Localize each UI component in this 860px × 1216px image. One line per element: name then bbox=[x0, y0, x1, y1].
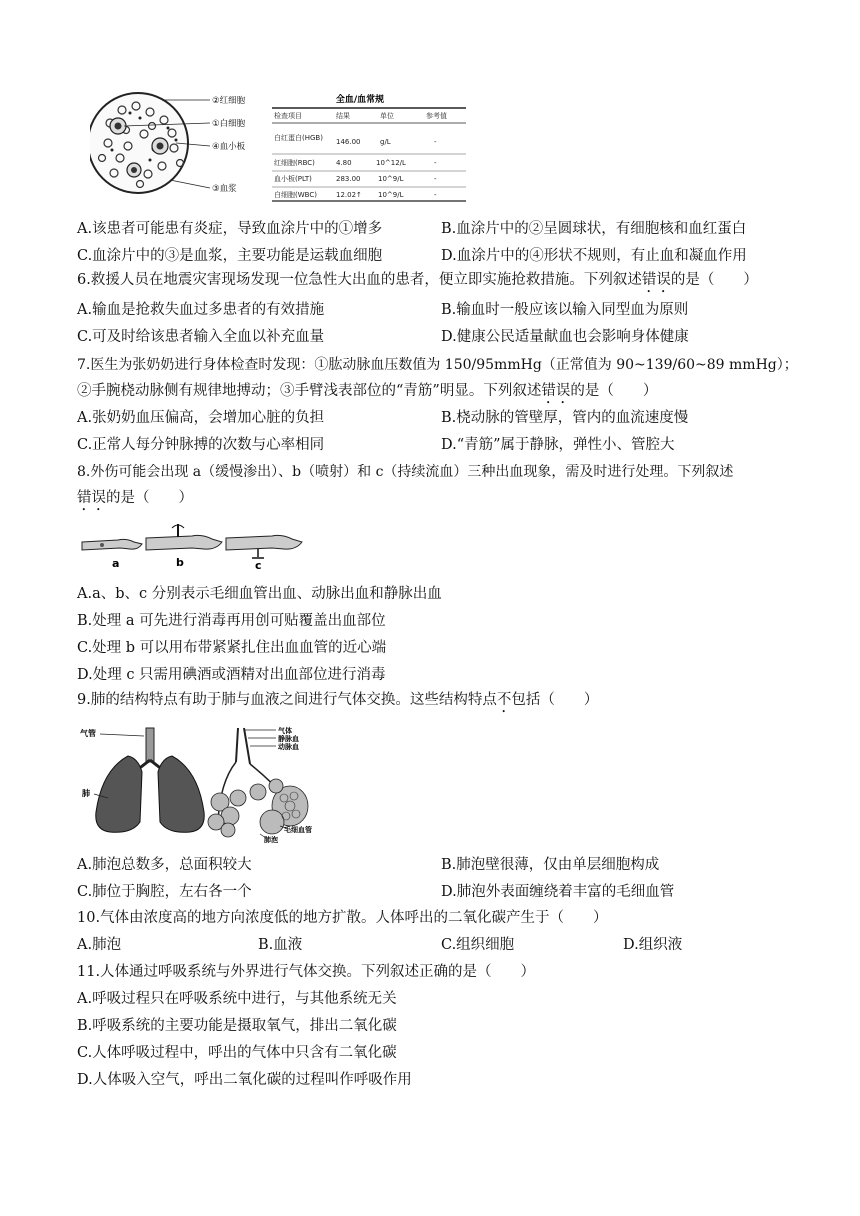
q5-option-d[interactable]: D.血涂片中的④形状不规则，有止血和凝血作用 bbox=[441, 248, 747, 264]
table-row-item: 血小板(PLT) bbox=[274, 175, 312, 183]
label-venous-blood: 静脉血 bbox=[278, 735, 299, 743]
q7-stem-line2: ②手腕桡动脉侧有规律地搏动；③手臂浅表部位的“青筋”明显。下列叙述错误的是（ ） bbox=[77, 383, 658, 399]
q9-option-a[interactable]: A.肺泡总数多，总面积较大 bbox=[77, 857, 252, 873]
q9-option-b[interactable]: B.肺泡壁很薄，仅由单层细胞构成 bbox=[441, 857, 660, 873]
q8-stem-line1: 8.外伤可能会出现 a（缓慢渗出）、b（喷射）和 c（持续流血）三种出血现象，需及时进行处理。下列叙述 bbox=[77, 464, 734, 480]
q6-option-c[interactable]: C.可及时给该患者输入全血以补充血量 bbox=[77, 329, 325, 345]
table-row-result: 146.00 bbox=[336, 138, 361, 146]
table-row-item: 白细胞(WBC) bbox=[274, 191, 317, 199]
q9-option-d[interactable]: D.肺泡外表面缠绕着丰富的毛细血管 bbox=[441, 884, 675, 900]
q10-option-c[interactable]: C.组织细胞 bbox=[441, 937, 515, 953]
q8-option-b[interactable]: B.处理 a 可先进行消毒再用创可贴覆盖出血部位 bbox=[77, 613, 386, 629]
table-row-unit: 10^9/L bbox=[378, 191, 404, 199]
q8-stem-line2: 错误的是（ ） bbox=[77, 490, 193, 506]
table-row-result: 12.02↑ bbox=[336, 191, 362, 199]
q9-stem: 9.肺的结构特点有助于肺与血液之间进行气体交换。这些结构特点不包括（ ） bbox=[77, 692, 599, 708]
table-row-unit: 10^9/L bbox=[378, 175, 404, 183]
table-row-ref: - bbox=[434, 191, 437, 199]
label-platelet: ④血小板 bbox=[212, 142, 246, 152]
fig-label-a: a bbox=[112, 557, 120, 570]
label-capillary: 毛细血管 bbox=[284, 826, 312, 834]
table-title: 全血/血常规 bbox=[335, 95, 385, 105]
q10-option-a[interactable]: A.肺泡 bbox=[77, 937, 122, 953]
fig-label-b: b bbox=[176, 556, 184, 569]
q5-option-b[interactable]: B.血涂片中的②呈圆球状，有细胞核和血红蛋白 bbox=[441, 221, 747, 237]
q8-option-c[interactable]: C.处理 b 可以用布带紧紧扎住出血血管的近心端 bbox=[77, 640, 387, 656]
label-alveolus: 肺泡 bbox=[264, 836, 278, 844]
q7-option-a[interactable]: A.张奶奶血压偏高，会增加心脏的负担 bbox=[77, 410, 325, 426]
q5-option-c[interactable]: C.血涂片中的③是血浆，主要功能是运载血细胞 bbox=[77, 248, 383, 264]
q10-stem: 10.气体由浓度高的地方向浓度低的地方扩散。人体呼出的二氧化碳产生于（ ） bbox=[77, 910, 608, 926]
q6-option-d[interactable]: D.健康公民适量献血也会影响身体健康 bbox=[441, 329, 689, 345]
q10-option-d[interactable]: D.组织液 bbox=[623, 937, 683, 953]
label-rbc: ②红细胞 bbox=[212, 96, 246, 106]
table-row-ref: - bbox=[434, 175, 437, 183]
q11-option-d[interactable]: D.人体吸入空气，呼出二氧化碳的过程叫作呼吸作用 bbox=[77, 1072, 412, 1088]
q10-option-b[interactable]: B.血液 bbox=[258, 937, 303, 953]
q11-option-a[interactable]: A.呼吸过程只在呼吸系统中进行，与其他系统无关 bbox=[77, 991, 397, 1007]
label-lung: 肺 bbox=[82, 789, 90, 798]
lung-figure bbox=[80, 722, 330, 847]
q11-option-b[interactable]: B.呼吸系统的主要功能是摄取氧气，排出二氧化碳 bbox=[77, 1018, 397, 1034]
q9-option-c[interactable]: C.肺位于胸腔，左右各一个 bbox=[77, 884, 252, 900]
q5-option-a[interactable]: A.该患者可能患有炎症，导致血涂片中的①增多 bbox=[77, 221, 383, 237]
table-row-ref: - bbox=[434, 138, 437, 146]
table-header-ref: 参考值 bbox=[426, 112, 447, 120]
q7-stem-line1: 7.医生为张奶奶进行身体检查时发现：①肱动脉血压数值为 150/95mmHg（正常值为 90~139/60~89 mmHg）； bbox=[77, 357, 798, 373]
table-row-unit: g/L bbox=[380, 138, 391, 146]
table-row-unit: 10^12/L bbox=[376, 159, 406, 167]
q11-option-c[interactable]: C.人体呼吸过程中，呼出的气体中只含有二氧化碳 bbox=[77, 1045, 397, 1061]
table-row-ref: - bbox=[434, 159, 437, 167]
blood-smear-figure bbox=[90, 88, 470, 203]
q8-option-d[interactable]: D.处理 c 只需用碘酒或酒精对出血部位进行消毒 bbox=[77, 667, 386, 683]
label-plasma: ③血浆 bbox=[212, 184, 237, 194]
label-wbc: ①白细胞 bbox=[212, 119, 246, 129]
q7-option-c[interactable]: C.正常人每分钟脉搏的次数与心率相同 bbox=[77, 437, 325, 453]
q6-option-a[interactable]: A.输血是抢救失血过多患者的有效措施 bbox=[77, 302, 325, 318]
table-row-result: 4.80 bbox=[336, 159, 352, 167]
label-trachea: 气管 bbox=[80, 729, 96, 738]
q7-option-b[interactable]: B.桡动脉的管壁厚，管内的血流速度慢 bbox=[441, 410, 689, 426]
table-row-result: 283.00 bbox=[336, 175, 361, 183]
q7-option-d[interactable]: D.“青筋”属于静脉，弹性小、管腔大 bbox=[441, 437, 675, 453]
table-header-item: 检查项目 bbox=[274, 112, 302, 120]
label-gas: 气体 bbox=[278, 727, 292, 735]
table-header-unit: 单位 bbox=[380, 112, 394, 120]
q11-stem: 11.人体通过呼吸系统与外界进行气体交换。下列叙述正确的是（ ） bbox=[77, 964, 536, 980]
fig-label-c: c bbox=[255, 559, 262, 570]
bleeding-arms-figure bbox=[80, 520, 305, 570]
q6-option-b[interactable]: B.输血时一般应该以输入同型血为原则 bbox=[441, 302, 689, 318]
table-row-item: 红细胞(RBC) bbox=[274, 159, 315, 167]
q8-option-a[interactable]: A.a、b、c 分别表示毛细血管出血、动脉出血和静脉出血 bbox=[77, 586, 442, 602]
q6-stem: 6.救援人员在地震灾害现场发现一位急性大出血的患者，便立即实施抢救措施。下列叙述错误的是（ ） bbox=[77, 272, 758, 288]
label-arterial-blood: 动脉血 bbox=[278, 743, 299, 751]
table-row-item: 白红蛋白(HGB) bbox=[274, 134, 323, 142]
table-header-result: 结果 bbox=[336, 112, 350, 120]
